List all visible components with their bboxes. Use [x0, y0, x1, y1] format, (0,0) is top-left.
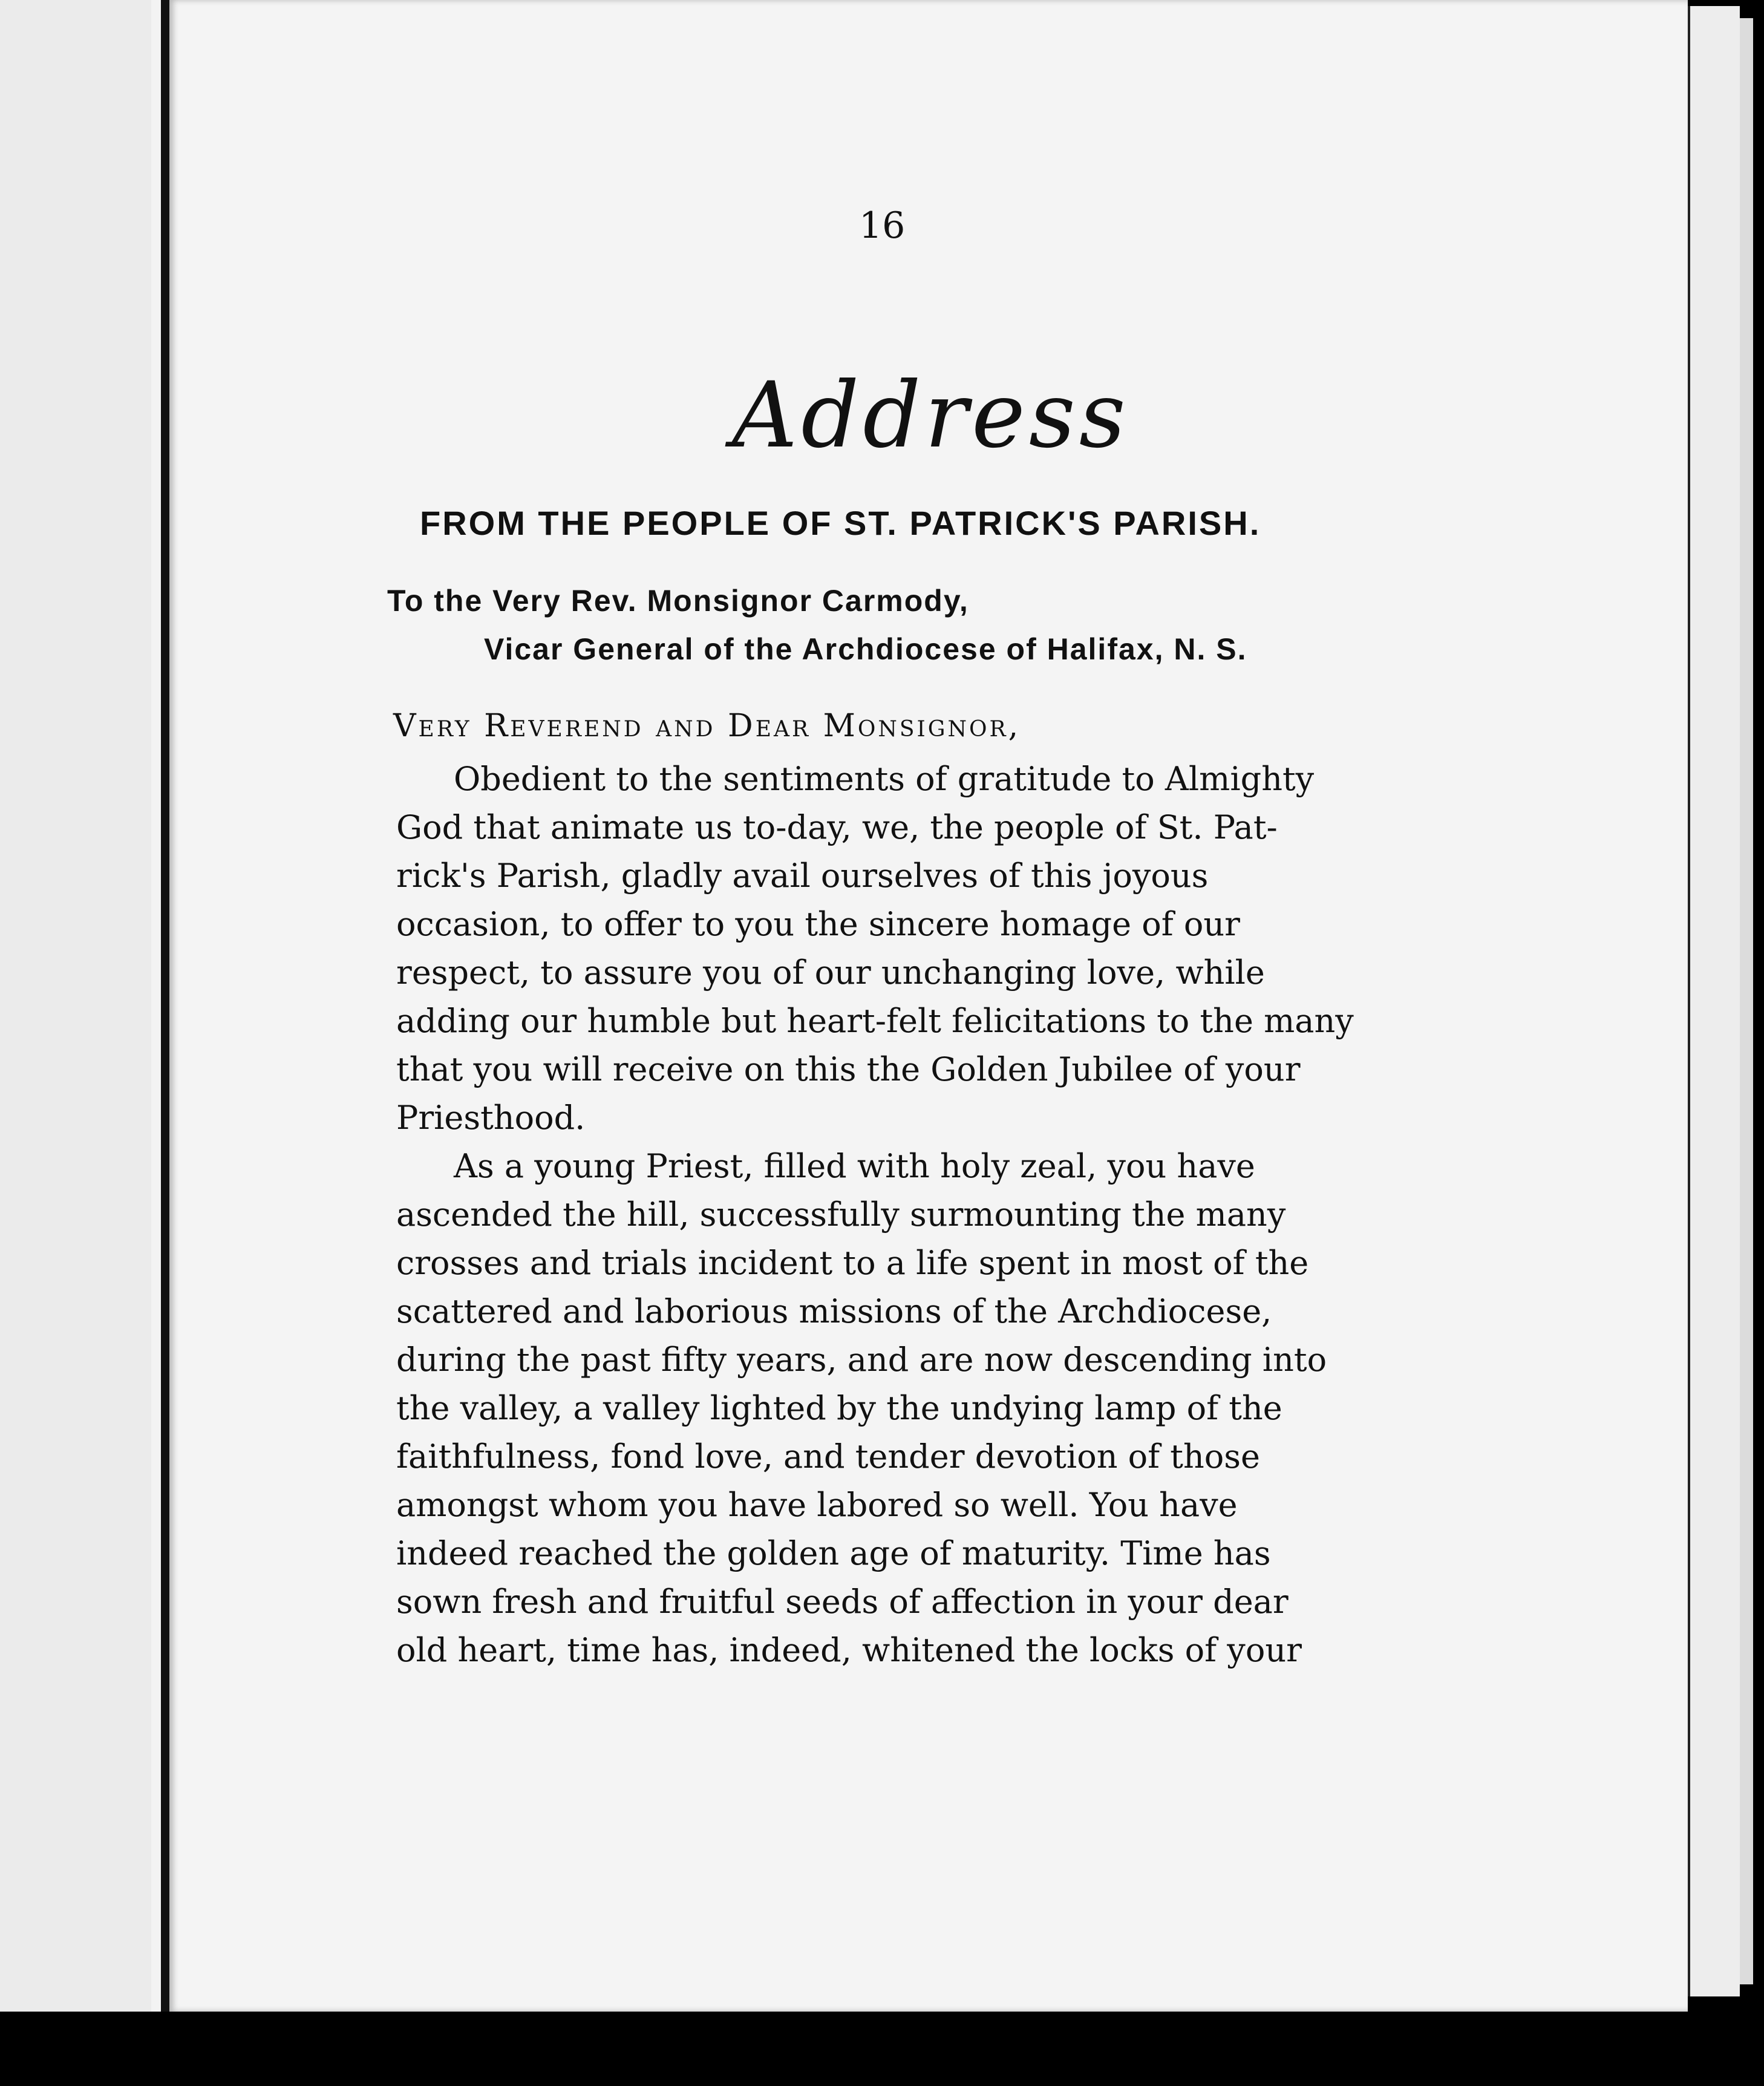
page-stack-edge	[1688, 6, 1740, 1996]
addressee-line: To the Very Rev. Monsignor Carmody,	[387, 584, 969, 618]
addressee-title-line: Vicar General of the Archdiocese of Halifax, N. S.	[484, 632, 1247, 666]
left-page	[0, 0, 151, 2015]
text-line: God that animate us to-day, we, the people of St. Pat-	[396, 808, 1278, 846]
book-spine	[161, 0, 169, 2015]
text-line: faithfulness, fond love, and tender devotion of those	[396, 1437, 1260, 1476]
page-stack-edge-outer	[1740, 18, 1753, 1984]
text-line: that you will receive on this the Golden Jubilee of your	[396, 1050, 1301, 1088]
paragraph-2	[396, 1142, 1437, 1675]
text-line: ascended the hill, successfully surmounting the many	[396, 1195, 1286, 1234]
text-line: the valley, a valley lighted by the undying lamp of the	[396, 1389, 1282, 1427]
page-subtitle: FROM THE PEOPLE OF ST. PATRICK'S PARISH.	[420, 504, 1261, 542]
text-line: respect, to assure you of our unchanging love, while	[396, 953, 1265, 992]
page-number: 16	[859, 204, 906, 247]
left-page-edge	[151, 0, 161, 2015]
text-line: amongst whom you have labored so well. You have	[396, 1486, 1238, 1524]
text-line: occasion, to offer to you the sincere homage of our	[396, 905, 1240, 943]
text-line: crosses and trials incident to a life spent in most of the	[396, 1244, 1309, 1282]
text-line: As a young Priest, filled with holy zeal, you have	[454, 1147, 1255, 1185]
text-line: sown fresh and fruitful seeds of affection in your dear	[396, 1583, 1289, 1621]
paragraph-1	[396, 755, 1437, 1142]
text-line: adding our humble but heart-felt felicitations to the many	[396, 1002, 1354, 1040]
text-line: indeed reached the golden age of maturity. Time has	[396, 1534, 1271, 1572]
text-line: scattered and laborious missions of the Archdiocese,	[396, 1292, 1272, 1330]
page-title: Address	[732, 363, 1129, 468]
text-line: during the past fifty years, and are now descending into	[396, 1341, 1327, 1379]
text-line: old heart, time has, indeed, whitened the locks of your	[396, 1631, 1302, 1669]
scan-border	[0, 2012, 1764, 2086]
text-line: rick's Parish, gladly avail ourselves of this joyous	[396, 857, 1209, 895]
text-line: Priesthood.	[396, 1099, 586, 1137]
text-line: Obedient to the sentiments of gratitude to Almighty	[454, 760, 1315, 798]
salutation: Very Reverend and Dear Monsignor,	[393, 708, 1021, 744]
